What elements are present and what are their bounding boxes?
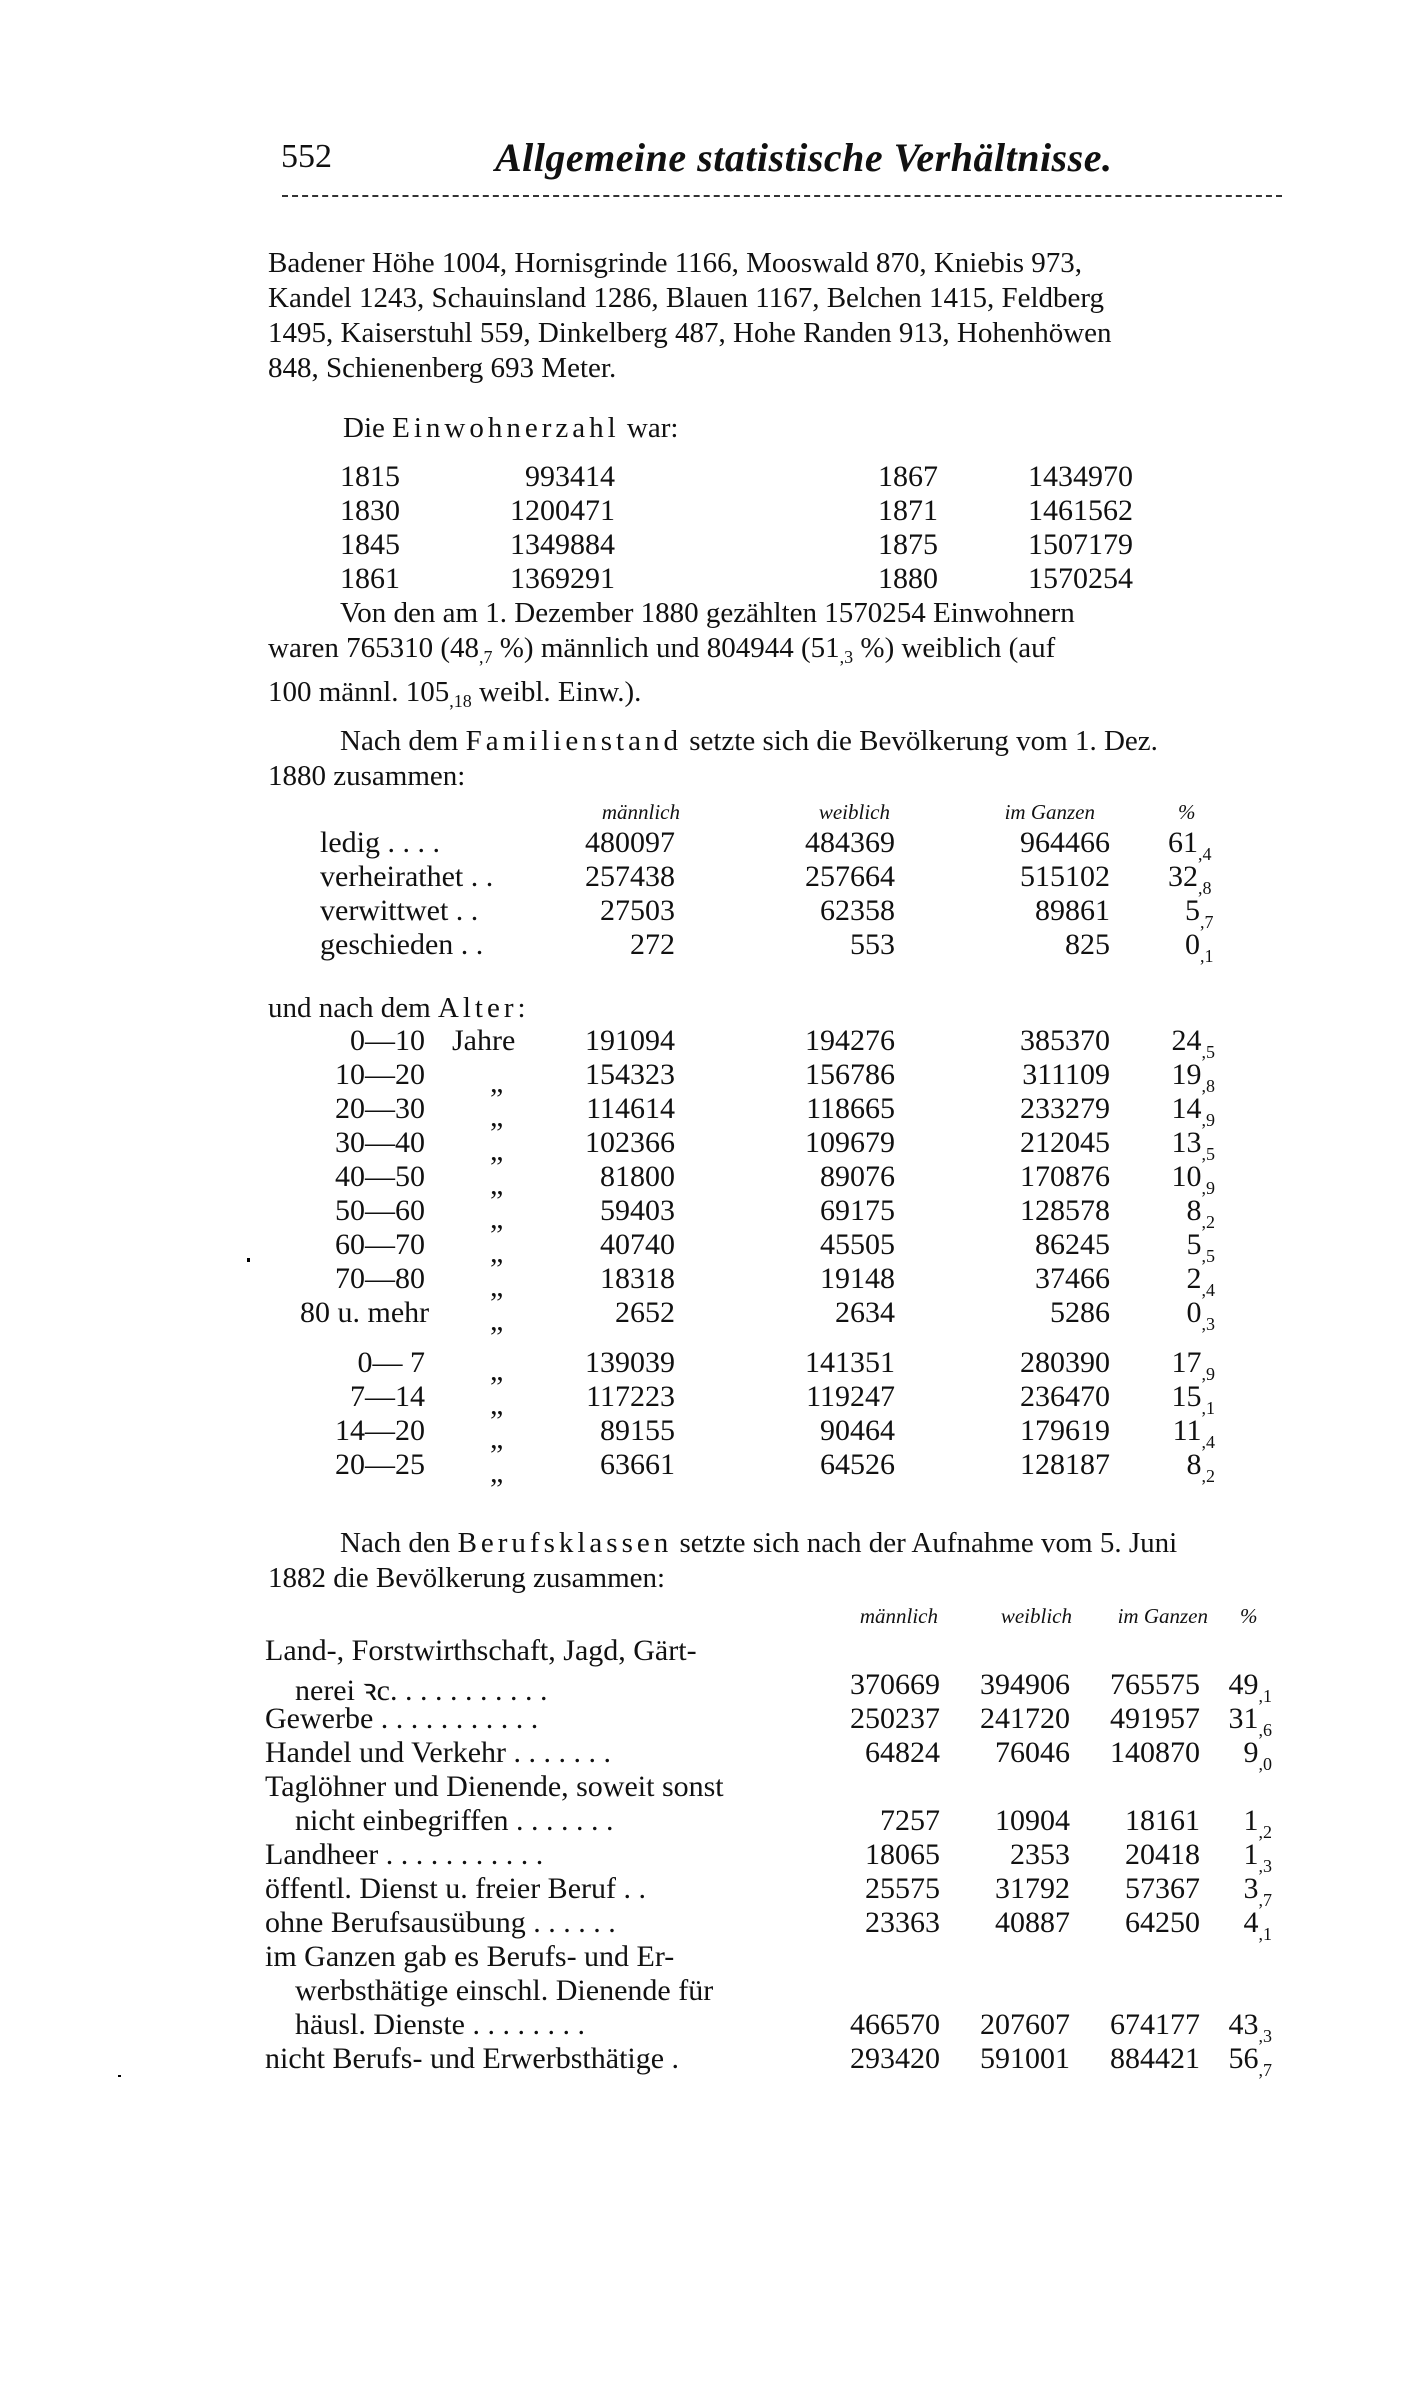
total-cell: 491957 — [1110, 1702, 1200, 1735]
total-cell: 385370 — [1020, 1024, 1110, 1057]
male-cell: 18318 — [600, 1262, 675, 1295]
print-speck — [118, 2075, 121, 2077]
male-cell: 466570 — [850, 2008, 940, 2041]
total-cell: 128187 — [1020, 1448, 1110, 1481]
row-label: nerei ꝛc. . . . . . . . . . . — [295, 1674, 548, 1707]
pct-cell: $0_{,1}$ — [1185, 928, 1214, 966]
pct-cell: $9_{,0}$ — [1243, 1736, 1272, 1774]
table-row — [0, 1126, 1215, 1167]
pct-cell: $49_{,1}$ — [1228, 1668, 1272, 1706]
header-rule — [282, 195, 1282, 197]
family-status-intro — [268, 724, 1298, 794]
male-cell: 102366 — [585, 1126, 675, 1159]
table-row-continuation — [0, 1770, 1100, 1804]
total-cell: 233279 — [1020, 1092, 1110, 1125]
age-range: 10—20 — [335, 1058, 425, 1091]
table-row — [0, 1872, 1272, 1910]
total-cell: 20418 — [1125, 1838, 1200, 1871]
year-cell: 1815 — [340, 460, 400, 493]
female-cell: 64526 — [820, 1448, 895, 1481]
female-cell: 69175 — [820, 1194, 895, 1227]
row-label: Landheer . . . . . . . . . . . — [265, 1838, 544, 1871]
table-row — [0, 562, 1133, 596]
male-cell: 59403 — [600, 1194, 675, 1227]
column-header: im Ganzen — [1117, 1604, 1208, 1628]
female-cell: 109679 — [805, 1126, 895, 1159]
pct-cell: $1_{,2}$ — [1243, 1804, 1272, 1842]
text: Nach dem — [340, 725, 466, 757]
row-label: geschieden . . — [320, 928, 484, 961]
table-row-continuation — [0, 1634, 1100, 1668]
male-cell: 117223 — [586, 1380, 675, 1413]
age-range: 80 u. mehr — [300, 1296, 430, 1329]
total-cell: 179619 — [1020, 1414, 1110, 1447]
value-cell: 1570254 — [1028, 562, 1133, 595]
pct-cell: $5_{,5}$ — [1186, 1228, 1215, 1266]
value-cell: 1434970 — [1028, 460, 1133, 493]
intro-line — [268, 1526, 1298, 1561]
table-row — [0, 1194, 1215, 1235]
total-cell: 884421 — [1110, 2042, 1200, 2075]
male-cell: 40740 — [600, 1228, 675, 1261]
intro-line: Kandel 1243, Schauinsland 1286, Blauen 1167, Belchen 1415, Feldberg — [268, 282, 1105, 314]
age-range: 40—50 — [335, 1160, 425, 1193]
age-range: 70—80 — [335, 1262, 425, 1295]
unit-label: „ — [490, 1202, 504, 1235]
pct-cell: $17_{,9}$ — [1171, 1346, 1215, 1384]
total-cell: 212045 — [1020, 1126, 1110, 1159]
female-cell: 89076 — [820, 1160, 895, 1193]
row-label: öffentl. Dienst u. freier Beruf . . — [265, 1872, 646, 1905]
pct-cell: $5_{,7}$ — [1185, 894, 1214, 932]
unit-label: Jahre — [452, 1024, 516, 1057]
table-row — [0, 1448, 1215, 1489]
pct-cell: $19_{,8}$ — [1171, 1058, 1215, 1096]
text: 100 männl. 105 — [268, 676, 450, 708]
text: und nach dem — [268, 992, 438, 1024]
row-label: ohne Berufsausübung . . . . . . — [265, 1906, 616, 1939]
value-cell: 1200471 — [510, 494, 615, 527]
female-cell: 591001 — [980, 2042, 1070, 2075]
male-cell: 2652 — [615, 1296, 675, 1329]
table-row — [0, 1838, 1272, 1876]
female-cell: 241720 — [980, 1702, 1070, 1735]
table-row — [0, 826, 1212, 864]
unit-label: „ — [490, 1100, 504, 1133]
pct-cell: $13_{,5}$ — [1171, 1126, 1215, 1164]
pct-cell: $11_{,4}$ — [1172, 1414, 1215, 1452]
table-row — [0, 460, 1133, 494]
female-cell: 394906 — [980, 1668, 1070, 1701]
text: weibl. Einw.). — [471, 676, 642, 708]
pct-cell: $61_{,4}$ — [1168, 826, 1212, 864]
female-cell: 2634 — [835, 1296, 895, 1329]
text: : — [517, 992, 526, 1024]
intro-line: 1495, Kaiserstuhl 559, Dinkelberg 487, Hohe Randen 913, Hohenhöwen — [268, 317, 1112, 349]
census-paragraph — [268, 596, 1298, 719]
population-heading — [343, 412, 678, 445]
text: setzte sich nach der Aufnahme vom 5. Juni — [672, 1527, 1178, 1559]
total-cell: 128578 — [1020, 1194, 1110, 1227]
pct-cell: $43_{,3}$ — [1228, 2008, 1272, 2046]
female-cell: 194276 — [805, 1024, 895, 1057]
table-row — [0, 894, 1214, 932]
female-cell: 141351 — [805, 1346, 895, 1379]
year-cell: 1867 — [878, 460, 938, 493]
table-row — [0, 1058, 1215, 1099]
census-line — [268, 675, 1298, 719]
column-header: im Ganzen — [1004, 800, 1095, 824]
pct-cell: $0_{,3}$ — [1186, 1296, 1215, 1334]
male-cell: 139039 — [585, 1346, 675, 1379]
unit-label: „ — [490, 1066, 504, 1099]
female-cell: 118665 — [806, 1092, 895, 1125]
male-cell: 81800 — [600, 1160, 675, 1193]
total-cell: 170876 — [1020, 1160, 1110, 1193]
female-cell: 76046 — [995, 1736, 1070, 1769]
column-header: weiblich — [818, 800, 890, 824]
total-cell: 140870 — [1110, 1736, 1200, 1769]
row-label: Land-, Forstwirthschaft, Jagd, Gärt- — [265, 1634, 697, 1667]
female-cell: 553 — [850, 928, 895, 961]
total-cell: 236470 — [1020, 1380, 1110, 1413]
row-label: nicht einbegriffen . . . . . . . — [295, 1804, 614, 1837]
text: waren 765310 (48 — [268, 632, 480, 664]
print-speck — [247, 1258, 250, 1262]
total-cell: 64250 — [1125, 1906, 1200, 1939]
total-cell: 280390 — [1020, 1346, 1110, 1379]
male-cell: 64824 — [865, 1736, 940, 1769]
table-row — [0, 1346, 1215, 1387]
total-cell: 5286 — [1050, 1296, 1110, 1329]
heading-text: war: — [619, 412, 679, 444]
table-row — [0, 1296, 1215, 1337]
age-range: 14—20 — [335, 1414, 425, 1447]
unit-label: „ — [490, 1354, 504, 1387]
spaced-text: Familienstand — [465, 725, 682, 757]
column-header: % — [1178, 800, 1196, 824]
table-row — [0, 860, 1212, 898]
male-cell: 250237 — [850, 1702, 940, 1735]
table-row — [0, 1736, 1272, 1774]
age-range: 30—40 — [335, 1126, 425, 1159]
row-label: nicht Berufs- und Erwerbsthätige . — [265, 2042, 680, 2075]
female-cell: 207607 — [980, 2008, 1070, 2041]
table-row — [0, 494, 1133, 528]
column-header: weiblich — [1000, 1604, 1072, 1628]
table-row — [0, 1228, 1215, 1269]
row-label: häusl. Dienste . . . . . . . . — [295, 2008, 585, 2041]
heading-spaced-text: Einwohnerzahl — [392, 412, 620, 444]
female-cell: 484369 — [805, 826, 895, 859]
column-header: männlich — [601, 800, 680, 824]
column-header: % — [1240, 1604, 1258, 1628]
female-cell: 257664 — [805, 860, 895, 893]
total-cell: 18161 — [1125, 1804, 1200, 1837]
year-cell: 1880 — [878, 562, 938, 595]
year-cell: 1861 — [340, 562, 400, 595]
female-cell: 119247 — [806, 1380, 895, 1413]
pct-cell: $10_{,9}$ — [1171, 1160, 1215, 1198]
age-range: 0—10 — [350, 1024, 425, 1057]
table-row — [0, 1804, 1272, 1842]
male-cell: 63661 — [600, 1448, 675, 1481]
year-cell: 1871 — [878, 494, 938, 527]
table-header-row — [0, 1604, 1258, 1638]
total-cell: 964466 — [1020, 826, 1110, 859]
age-range: 50—60 — [335, 1194, 425, 1227]
decimal-subscript: ,18 — [449, 691, 472, 711]
male-cell: 18065 — [865, 1838, 940, 1871]
decimal-subscript: ,3 — [839, 647, 854, 667]
female-cell: 2353 — [1010, 1838, 1070, 1871]
male-cell: 27503 — [600, 894, 675, 927]
text: Nach den — [340, 1527, 458, 1559]
pct-cell: $2_{,4}$ — [1186, 1262, 1215, 1300]
male-cell: 480097 — [585, 826, 675, 859]
unit-label: „ — [490, 1168, 504, 1201]
row-label: verwittwet . . — [320, 894, 479, 927]
table-row-continuation — [0, 1940, 1100, 1974]
heading-text: Die — [343, 412, 393, 444]
intro-paragraph — [268, 246, 1298, 386]
table-row — [0, 528, 1133, 562]
female-cell: 40887 — [995, 1906, 1070, 1939]
unit-label: „ — [490, 1388, 504, 1421]
pct-cell: $4_{,1}$ — [1243, 1906, 1272, 1944]
table-row — [0, 2008, 1272, 2046]
intro-line: 1882 die Bevölkerung zusammen: — [268, 1562, 666, 1594]
unit-label: „ — [490, 1456, 504, 1489]
value-cell: 993414 — [525, 460, 615, 493]
male-cell: 191094 — [585, 1024, 675, 1057]
pct-cell: $32_{,8}$ — [1168, 860, 1212, 898]
page-number: 552 — [281, 138, 332, 175]
text: setzte sich die Bevölkerung vom 1. Dez. — [681, 725, 1158, 757]
total-cell: 674177 — [1110, 2008, 1200, 2041]
row-label: ledig . . . . — [320, 826, 440, 859]
text: %) weiblich (auf — [853, 632, 1056, 664]
occupation-intro — [268, 1526, 1298, 1596]
total-cell: 89861 — [1035, 894, 1110, 927]
age-range: 60—70 — [335, 1228, 425, 1261]
male-cell: 257438 — [585, 860, 675, 893]
total-cell: 825 — [1065, 928, 1110, 961]
pct-cell: $24_{,5}$ — [1171, 1024, 1215, 1062]
value-cell: 1507179 — [1028, 528, 1133, 561]
unit-label: „ — [490, 1270, 504, 1303]
spaced-text: Alter — [437, 992, 518, 1024]
male-cell: 293420 — [850, 2042, 940, 2075]
pct-cell: $8_{,2}$ — [1186, 1194, 1215, 1232]
pct-cell: $8_{,2}$ — [1186, 1448, 1215, 1486]
total-cell: 57367 — [1125, 1872, 1200, 1905]
female-cell: 62358 — [820, 894, 895, 927]
female-cell: 90464 — [820, 1414, 895, 1447]
table-row — [0, 1414, 1215, 1455]
census-line — [268, 631, 1298, 675]
unit-label: „ — [490, 1422, 504, 1455]
intro-line — [268, 724, 1298, 759]
female-cell: 31792 — [995, 1872, 1070, 1905]
value-cell: 1461562 — [1028, 494, 1133, 527]
page-title: Allgemeine statistische Verhältnisse. — [495, 135, 1113, 180]
text: %) männlich und 804944 (51 — [492, 632, 840, 664]
table-row — [0, 2042, 1272, 2080]
total-cell: 37466 — [1035, 1262, 1110, 1295]
total-cell: 86245 — [1035, 1228, 1110, 1261]
table-row — [0, 1668, 1272, 1707]
table-row — [0, 1160, 1215, 1201]
decimal-subscript: ,7 — [479, 647, 493, 667]
pct-cell: $3_{,7}$ — [1243, 1872, 1272, 1910]
total-cell: 311109 — [1022, 1058, 1110, 1091]
census-line: Von den am 1. Dezember 1880 gezählten 1570254 Einwohnern — [340, 597, 1075, 629]
row-label: werbsthätige einschl. Dienende für — [295, 1974, 714, 2007]
pct-cell: $56_{,7}$ — [1228, 2042, 1272, 2080]
value-cell: 1369291 — [510, 562, 615, 595]
male-cell: 272 — [630, 928, 675, 961]
column-header: männlich — [859, 1604, 938, 1628]
row-label: Handel und Verkehr . . . . . . . — [265, 1736, 612, 1769]
intro-line: Badener Höhe 1004, Hornisgrinde 1166, Mooswald 870, Kniebis 973, — [268, 247, 1083, 279]
total-cell: 515102 — [1020, 860, 1110, 893]
male-cell: 89155 — [600, 1414, 675, 1447]
male-cell: 154323 — [585, 1058, 675, 1091]
male-cell: 114614 — [586, 1092, 675, 1125]
table-row-continuation — [0, 1974, 1100, 2008]
female-cell: 45505 — [820, 1228, 895, 1261]
row-label: im Ganzen gab es Berufs- und Er- — [265, 1940, 675, 1973]
table-row — [0, 1702, 1272, 1740]
table-row — [0, 1380, 1215, 1421]
value-cell: 1349884 — [510, 528, 615, 561]
pct-cell: $1_{,3}$ — [1243, 1838, 1272, 1876]
total-cell: 765575 — [1110, 1668, 1200, 1701]
year-cell: 1875 — [878, 528, 938, 561]
age-range: 0— 7 — [357, 1346, 425, 1379]
age-heading — [268, 992, 526, 1025]
age-range: 20—30 — [335, 1092, 425, 1125]
table-row — [0, 1906, 1272, 1944]
intro-line: 848, Schienenberg 693 Meter. — [268, 352, 617, 384]
male-cell: 370669 — [850, 1668, 940, 1701]
male-cell: 23363 — [865, 1906, 940, 1939]
row-label: Taglöhner und Dienende, soweit sonst — [265, 1770, 724, 1803]
unit-label: „ — [490, 1236, 504, 1269]
year-cell: 1845 — [340, 528, 400, 561]
row-label: Gewerbe . . . . . . . . . . . — [265, 1702, 539, 1735]
year-cell: 1830 — [340, 494, 400, 527]
age-range: 20—25 — [335, 1448, 425, 1481]
unit-label: „ — [490, 1134, 504, 1167]
table-row — [0, 928, 1214, 966]
row-label: verheirathet . . — [320, 860, 494, 893]
unit-label: „ — [490, 1304, 504, 1337]
table-row — [0, 1262, 1215, 1303]
female-cell: 19148 — [820, 1262, 895, 1295]
female-cell: 10904 — [995, 1804, 1070, 1837]
table-row — [0, 1024, 1215, 1062]
pct-cell: $14_{,9}$ — [1171, 1092, 1215, 1130]
male-cell: 7257 — [880, 1804, 940, 1837]
table-row — [0, 1092, 1215, 1133]
intro-line: 1880 zusammen: — [268, 760, 466, 792]
pct-cell: $15_{,1}$ — [1171, 1380, 1215, 1418]
male-cell: 25575 — [865, 1872, 940, 1905]
age-range: 7—14 — [350, 1380, 425, 1413]
spaced-text: Berufsklassen — [457, 1527, 673, 1559]
pct-cell: $31_{,6}$ — [1228, 1702, 1272, 1740]
female-cell: 156786 — [805, 1058, 895, 1091]
